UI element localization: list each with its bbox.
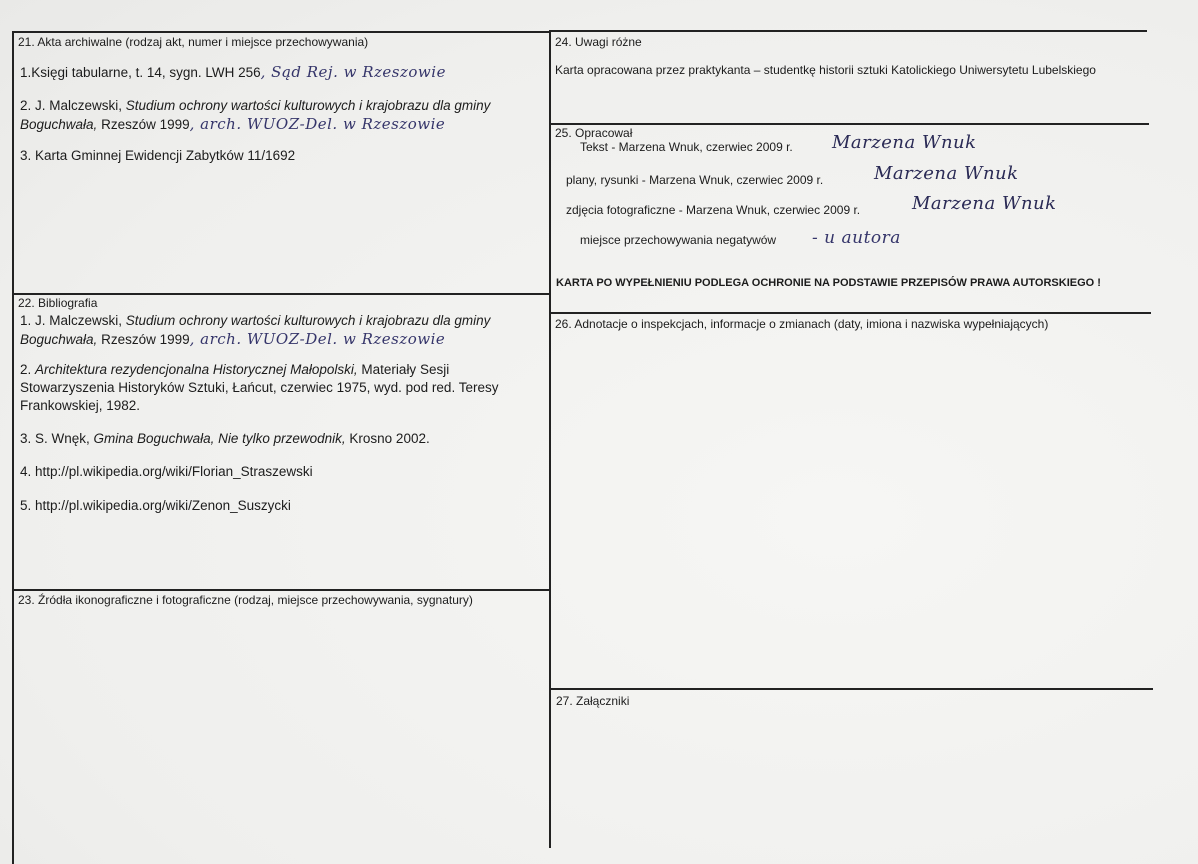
rule-23 [12, 589, 550, 591]
negatives-location-handwriting: - u autora [812, 228, 901, 248]
bib-item-5: 5. http://pl.wikipedia.org/wiki/Zenon_Suszycki [20, 498, 291, 513]
bib-item-1-rest: Rzeszów 1999 [97, 332, 190, 347]
rule-26 [551, 312, 1151, 314]
archive-item-2-prefix: 2. J. Malczewski, [20, 98, 126, 113]
signature-photos: Marzena Wnuk [912, 193, 1057, 214]
bib-item-3-prefix: 3. S. Wnęk, [20, 431, 94, 446]
rule-27 [551, 688, 1153, 690]
center-divider [549, 30, 551, 848]
bib-item-2-prefix: 2. [20, 362, 36, 377]
bib-item-2-rest: Materiały Sesji [357, 362, 450, 377]
author-text-line: Tekst - Marzena Wnuk, czerwiec 2009 r. [580, 140, 793, 154]
left-border [12, 31, 14, 864]
archive-item-2-handwriting: , arch. WUOZ-Del. w Rzeszowie [189, 115, 446, 133]
archive-item-1-handwriting: , Sąd Rej. w Rzeszowie [260, 63, 446, 81]
bib-item-2-line3: Frankowskiej, 1982. [20, 398, 141, 413]
archive-item-2-line1 [20, 97, 490, 115]
bib-item-1-line1 [20, 312, 490, 330]
section-27-title: 27. Załączniki [556, 694, 630, 708]
section-23-title: 23. Źródła ikonograficzne i fotograficzne (rodzaj, miejsce przechowywania, sygnatury) [18, 593, 473, 607]
bib-item-1-prefix: 1. J. Malczewski, [20, 313, 126, 328]
archive-item-3: 3. Karta Gminnej Ewidencji Zabytków 11/1692 [20, 148, 296, 163]
top-rule-left [12, 31, 550, 33]
archive-item-2-title: Studium ochrony wartości kulturowych i krajobrazu dla gminy [125, 98, 491, 113]
archive-item-1 [20, 63, 446, 82]
remarks-text: Karta opracowana przez praktykanta – studentkę historii sztuki Katolickiego Uniwersytetu Lubelskiego [555, 63, 1096, 77]
author-photos-line: zdjęcia fotograficzne - Marzena Wnuk, czerwiec 2009 r. [566, 203, 861, 217]
section-25-title: 25. Opracował [555, 126, 633, 140]
section-22-title: 22. Bibliografia [18, 296, 98, 310]
bib-item-1-handwriting: , arch. WUOZ-Del. w Rzeszowie [189, 330, 446, 348]
bib-item-2-line1 [20, 361, 449, 379]
bib-item-2-line2: Stowarzyszenia Historyków Sztuki, Łańcut, czerwiec 1975, wyd. pod red. Teresy [20, 380, 499, 395]
bib-item-3 [20, 430, 430, 448]
archive-item-2-rest: Rzeszów 1999 [97, 117, 190, 132]
signature-plans: Marzena Wnuk [874, 163, 1019, 184]
top-rule-right [551, 30, 1147, 32]
bib-item-1-title: Studium ochrony wartości kulturowych i krajobrazu dla gminy [125, 313, 491, 328]
bib-item-1-title-cont: Boguchwała, [20, 332, 98, 347]
bib-item-1-line2 [20, 330, 445, 349]
bib-item-3-rest: Krosno 2002. [345, 431, 430, 446]
archive-item-1-text: 1.Księgi tabularne, t. 14, sygn. LWH 256 [20, 65, 261, 80]
copyright-notice: KARTA PO WYPEŁNIENIU PODLEGA OCHRONIE NA PODSTAWIE PRZEPISÓW PRAWA AUTORSKIEGO ! [556, 277, 1101, 289]
section-21-title: 21. Akta archiwalne (rodzaj akt, numer i miejsce przechowywania) [18, 35, 369, 49]
archive-item-2-title-cont: Boguchwała, [20, 117, 98, 132]
rule-22 [12, 293, 550, 295]
section-24-title: 24. Uwagi różne [555, 35, 642, 49]
bib-item-2-title: Architektura rezydencjonalna Historycznej Małopolski, [35, 362, 358, 377]
negatives-location-line: miejsce przechowywania negatywów [580, 233, 777, 247]
author-plans-line: plany, rysunki - Marzena Wnuk, czerwiec 2009 r. [566, 173, 824, 187]
archive-item-2-line2 [20, 115, 445, 134]
bib-item-4: 4. http://pl.wikipedia.org/wiki/Florian_Straszewski [20, 464, 313, 479]
bib-item-3-title: Gmina Boguchwała, Nie tylko przewodnik, [93, 431, 346, 446]
section-26-title: 26. Adnotacje o inspekcjach, informacje o zmianach (daty, imiona i nazwiska wypełniających) [555, 317, 1049, 331]
signature-text: Marzena Wnuk [832, 132, 977, 153]
rule-25 [551, 123, 1149, 125]
